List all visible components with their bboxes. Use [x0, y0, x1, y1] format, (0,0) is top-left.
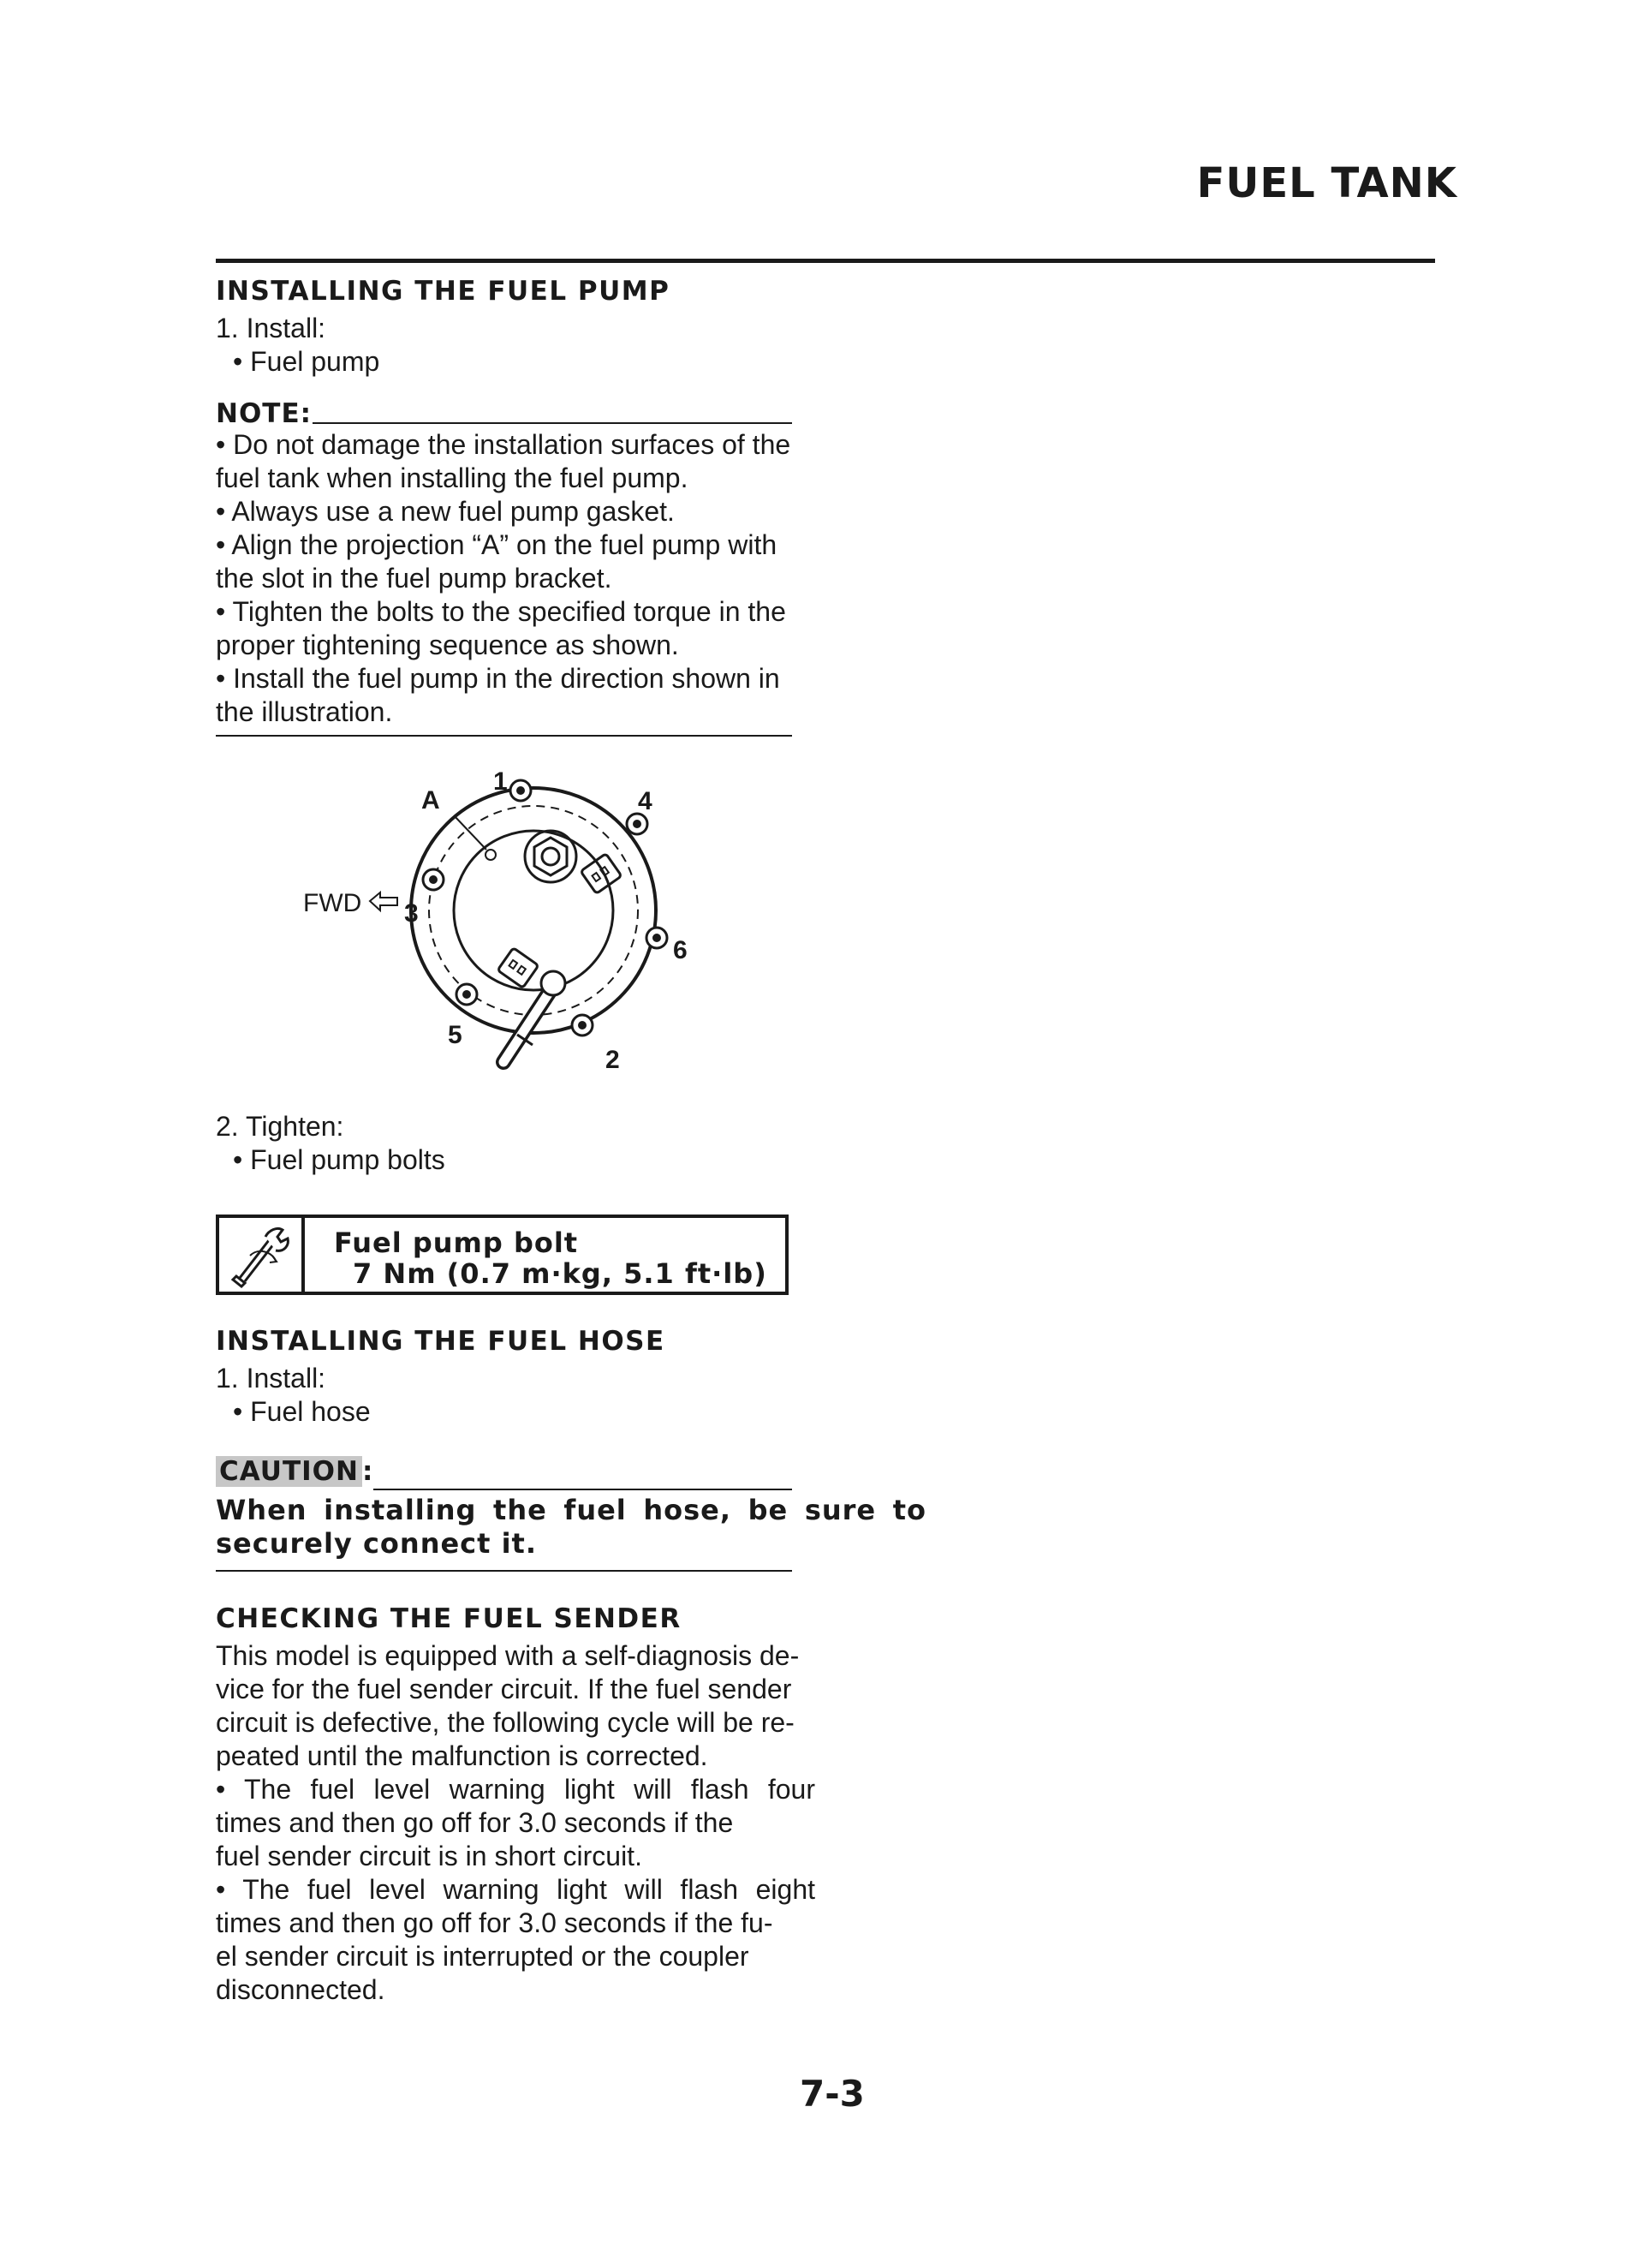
- bolt-label-1: 1: [493, 771, 508, 796]
- torque-value: 7 Nm (0.7 m·kg, 5.1 ft·lb): [353, 1257, 767, 1290]
- sender-bullet: [216, 1773, 815, 1873]
- caution-heading: [216, 1456, 373, 1487]
- pump-nut-bore: [542, 848, 559, 865]
- sender-intro-line: vice for the fuel sender circuit. If the fuel sender: [216, 1674, 792, 1704]
- section-fuel-sender: [216, 1603, 815, 2007]
- note-list: [216, 428, 798, 729]
- step-tighten: 2. Tighten:: [216, 1111, 344, 1142]
- sender-intro-line: This model is equipped with a self-diagnosis de-: [216, 1640, 800, 1671]
- sender-intro-line: circuit is defective, the following cycle will be re-: [216, 1707, 795, 1738]
- step-tighten-item: • Fuel pump bolts: [233, 1144, 445, 1175]
- fwd-arrow-icon: [370, 892, 397, 910]
- note-label: NOTE:: [216, 398, 313, 429]
- torque-divider: [301, 1218, 305, 1292]
- step-install-item: • Fuel pump: [233, 346, 380, 377]
- fuel-pump-diagram: [291, 771, 736, 1088]
- header-rule: [216, 259, 1435, 263]
- caution-text: When installing the fuel hose, be sure to securely connect it.: [216, 1494, 926, 1560]
- note-item: [216, 495, 798, 528]
- note-item: [216, 662, 798, 729]
- bolt-label-2: 2: [605, 1046, 620, 1074]
- torque-label: Fuel pump bolt: [334, 1227, 579, 1259]
- caution-colon: :: [361, 1456, 374, 1487]
- sender-bullet-line: times and then go off for 3.0 seconds if the: [216, 1807, 734, 1838]
- sender-bullet-line: el sender circuit is interrupted or the coupler: [216, 1941, 749, 1972]
- label-a: A: [421, 786, 440, 815]
- section-heading-fuel-pump: INSTALLING THE FUEL PUMP: [216, 276, 670, 307]
- sender-intro: [216, 1639, 815, 1773]
- note-line-text: • Install the fuel pump in the direction shown in: [216, 663, 780, 694]
- bolt-label-5: 5: [448, 1021, 462, 1049]
- sender-bullet-line: fuel sender circuit is in short circuit.: [216, 1841, 642, 1871]
- note-line-text: • Align the projection “A” on the fuel pump with: [216, 529, 777, 560]
- note-line-text: fuel tank when installing the fuel pump.: [216, 463, 688, 493]
- note-rule: [313, 422, 792, 424]
- note-item: [216, 428, 798, 495]
- sender-bullet: [216, 1873, 815, 2007]
- section-fuel-hose: [216, 1326, 935, 1429]
- step-install-hose-item: • Fuel hose: [233, 1396, 371, 1427]
- note-line-text: • Do not damage the installation surfaces of the: [216, 429, 791, 460]
- note-line-text: • Always use a new fuel pump gasket.: [216, 496, 675, 527]
- note-item: [216, 528, 798, 595]
- sender-bullet-line: • The fuel level warning light will flash four: [216, 1774, 815, 1805]
- pump-connector-lower: [497, 948, 539, 988]
- note-item: [216, 595, 798, 662]
- page-number: 7-3: [800, 2073, 865, 2115]
- note-line-text: • Tighten the bolts to the specified torque in the: [216, 596, 786, 627]
- pump-connector-upper: [581, 854, 622, 894]
- caution-end-rule: [216, 1570, 792, 1572]
- step-install: 1. Install:: [216, 313, 326, 343]
- torque-spec-box: [216, 1215, 789, 1295]
- caution-label: CAUTION: [216, 1456, 362, 1487]
- bolt-label-4: 4: [638, 787, 652, 815]
- step-install-hose: 1. Install:: [216, 1363, 326, 1394]
- sender-bullet-line: disconnected.: [216, 1974, 385, 2005]
- sender-intro-line: peated until the malfunction is corrected.: [216, 1740, 708, 1771]
- label-fwd: FWD: [303, 889, 362, 917]
- note-line-text: proper tightening sequence as shown.: [216, 630, 679, 660]
- pump-nut: [534, 838, 567, 875]
- section-heading-fuel-sender: CHECKING THE FUEL SENDER: [216, 1603, 682, 1634]
- fuel-outlet-pipe: [503, 971, 565, 1062]
- projection-a-marker: [485, 850, 496, 860]
- page-title: FUEL TANK: [1196, 159, 1457, 207]
- pump-flange: [411, 788, 656, 1033]
- caution-rule: [373, 1489, 792, 1490]
- note-line-text: the slot in the fuel pump bracket.: [216, 563, 612, 594]
- note-end-rule: [216, 735, 792, 737]
- section-fuel-pump: [216, 276, 935, 379]
- section-heading-fuel-hose: INSTALLING THE FUEL HOSE: [216, 1326, 665, 1357]
- step-tighten-block: [216, 1110, 935, 1177]
- sender-bullet-line: • The fuel level warning light will flash eight: [216, 1874, 815, 1905]
- bolt-label-3: 3: [404, 899, 419, 928]
- note-line-text: the illustration.: [216, 696, 393, 727]
- torque-wrench-icon: [224, 1221, 296, 1290]
- bolt-label-6: 6: [673, 936, 688, 964]
- sender-bullet-line: times and then go off for 3.0 seconds if the fu-: [216, 1907, 773, 1938]
